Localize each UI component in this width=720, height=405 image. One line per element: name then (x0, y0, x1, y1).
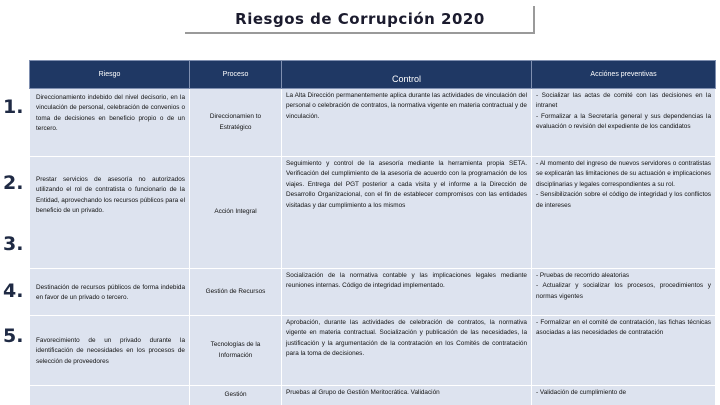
acciones-cell (532, 269, 716, 316)
riesgo-cell: Favorecimiento de un privado durante la identificación de necesidades en los procesos de selección de proveedores (30, 316, 190, 386)
proceso-cell: Acción Integral (190, 157, 282, 269)
accion-item: - Pruebas de recorrido aleatorias (536, 272, 630, 279)
header-riesgo: Riesgo (30, 61, 190, 89)
control-cell: La Alta Dirección permanentemente aplica durante las actividades de vinculación del personal o celebración de contratos, la normativa vigente en materia contractual y de vinculación. (282, 89, 532, 157)
acciones-cell (532, 386, 716, 405)
header-acciones: Acciónes preventivas (532, 61, 716, 89)
control-cell: Seguimiento y control de la asesoría mediante la herramienta propia SETA. Verificación del cumplimiento de la asesoría de acuerdo con la programación de los viajes. Entrega del PGT posterior a cada visita y el informe a la Dirección de Desarrollo Organizacional, con el fin de establecer compromisos con las entidades visitadas y dar cumplimiento a los mismos (282, 157, 532, 269)
proceso-cell: Direccionamien to Estratégico (190, 89, 282, 157)
proceso-cell: Tecnologías de la Información (190, 316, 282, 386)
table-row (30, 157, 716, 269)
table-row (30, 89, 716, 157)
table-header-row (30, 61, 716, 89)
table-row (30, 386, 716, 405)
risk-table (29, 60, 716, 405)
accion-item: - Actualizar y socializar los procesos, procedimientos y normas vigentes (536, 282, 711, 300)
header-proceso: Proceso (190, 61, 282, 89)
header-control: Control (282, 61, 532, 89)
riesgo-cell: Prestar servicios de asesoría no autorizados utilizando el rol de contratista o funcionario de la Entidad, aprovechando los recursos públicos para el beneficio de un privado. (30, 157, 190, 269)
accion-item: - Validación de cumplimiento de (536, 389, 627, 396)
control-cell: Aprobación, durante las actividades de celebración de contratos, la normativa vigente en materia contractual. Socialización y publicación de las necesidades, la justificación y la argumentación de la contratación en los Comités de contratación para la toma de decisiones. (282, 316, 532, 386)
control-cell: Pruebas al Grupo de Gestión Meritocrática. Validación (282, 386, 532, 405)
row-number-2: 2. (3, 172, 24, 194)
acciones-cell (532, 89, 716, 157)
acciones-cell (532, 316, 716, 386)
riesgo-cell (30, 386, 190, 405)
riesgo-cell: Destinación de recursos públicos de forma indebida en favor de un privado o tercero. (30, 269, 190, 316)
row-number-4: 4. (3, 280, 24, 302)
control-cell: Socialización de la normativa contable y las implicaciones legales mediante reuniones internas. Código de integridad implementado. (282, 269, 532, 316)
accion-item: - Formalizar a la Secretaría general y sus dependencias la evaluación o revisión del expediente de los candidatos (536, 112, 711, 131)
accion-item: - Al momento del ingreso de nuevos servidores o contratistas se explicarán las limitaciones de su actuación e implicaciones disciplinarias y legales correspondientes a su rol. (536, 160, 711, 188)
row-number-3: 3. (3, 233, 24, 255)
accion-item: - Socializar las actas de comité con las decisiones en la intranet (536, 92, 711, 110)
riesgo-cell: Direccionamiento indebido del nivel decisorio, en la vinculación de personal, celebración de convenios o toma de decisiones en beneficio propio o de un tercero. (30, 89, 190, 157)
proceso-cell: Gestión (190, 386, 282, 405)
accion-item: - Formalizar en el comité de contratación, las fichas técnicas asociadas a las necesidades de contratación (536, 319, 711, 337)
row-number-5: 5. (3, 325, 24, 347)
table-row (30, 316, 716, 386)
acciones-cell (532, 157, 716, 269)
table-row (30, 269, 716, 316)
page-title: Riesgos de Corrupción 2020 (235, 10, 485, 28)
row-number-1: 1. (3, 96, 24, 118)
proceso-cell: Gestión de Recursos (190, 269, 282, 316)
accion-item: - Sensibilización sobre el código de integridad y los conflictos de intereses (536, 191, 711, 209)
